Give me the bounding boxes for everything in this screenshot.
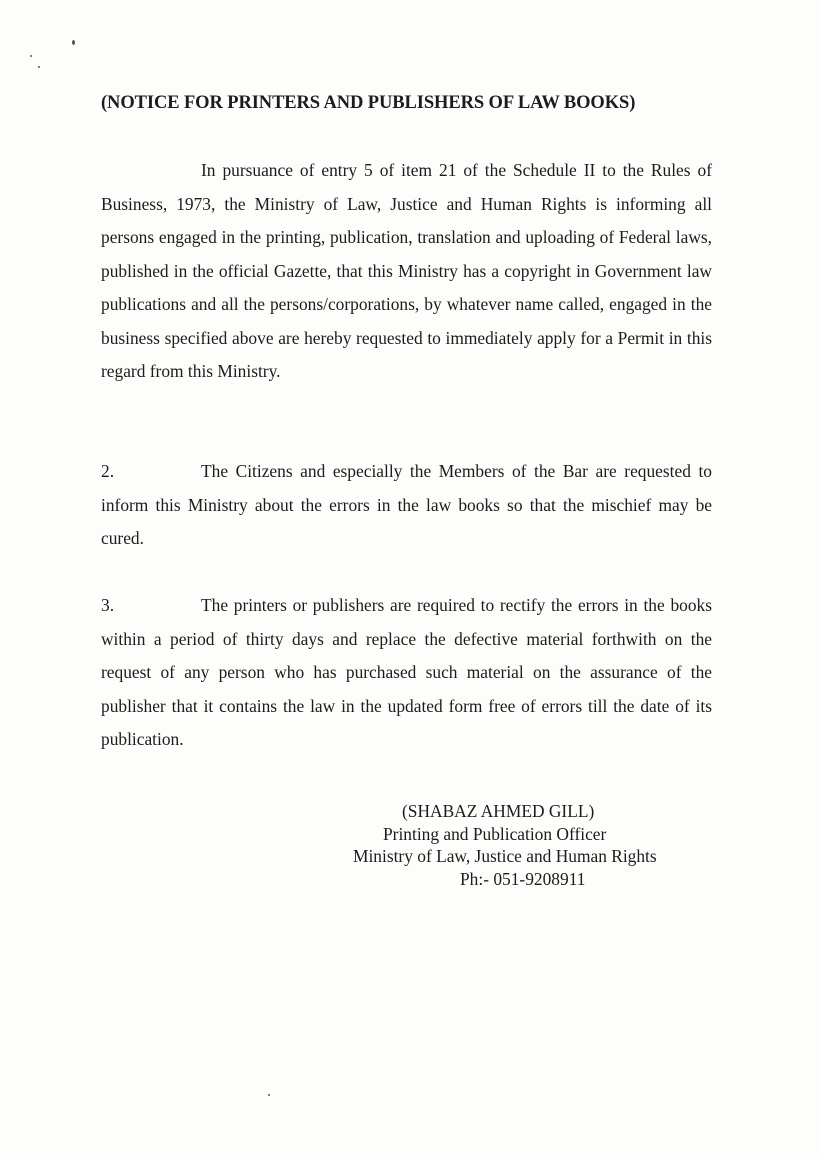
paragraph-1-text: In pursuance of entry 5 of item 21 of the Schedule II to the Rules of Business, 1973, the Ministry of Law, Justice and Human Rights is informing all persons engaged in the printing, publication, translation and uploading of Federal laws, published in the official Gazette, that this Ministry has a copyright in Government law publications and all the persons/corporations, by whatever name called, engaged in the business specified above are hereby requested to immediately apply for a Permit in this regard from this Ministry. [101,160,712,381]
notice-title: (NOTICE FOR PRINTERS AND PUBLISHERS OF LAW BOOKS) [101,93,636,113]
paragraph-1 [101,154,712,389]
signature-block [340,800,710,890]
signatory-name: (SHABAZ AHMED GILL) [402,801,595,821]
scan-speck [38,66,40,68]
signatory-phone: Ph:- 051-9208911 [460,868,586,889]
paragraph-3-number: 3. [101,595,115,615]
scan-speck [268,1094,270,1096]
paragraph-2-number: 2. [101,461,115,481]
paragraph-2-text: The Citizens and especially the Members of the Bar are requested to inform this Ministry about the errors in the law books so that the mischief may be cured. [101,461,712,548]
paragraph-2 [101,455,712,556]
scan-speck [72,40,75,45]
signatory-designation: Printing and Publication Officer [383,823,607,844]
paragraph-3 [101,589,712,757]
scan-speck [30,55,32,57]
signatory-organization: Ministry of Law, Justice and Human Rights [353,846,657,866]
paragraph-3-text: The printers or publishers are required to rectify the errors in the books within a period of thirty days and replace the defective material forthwith on the request of any person who has purchased such material on the assurance of the publisher that it contains the law in the updated form free of errors till the date of its publication. [101,595,712,749]
